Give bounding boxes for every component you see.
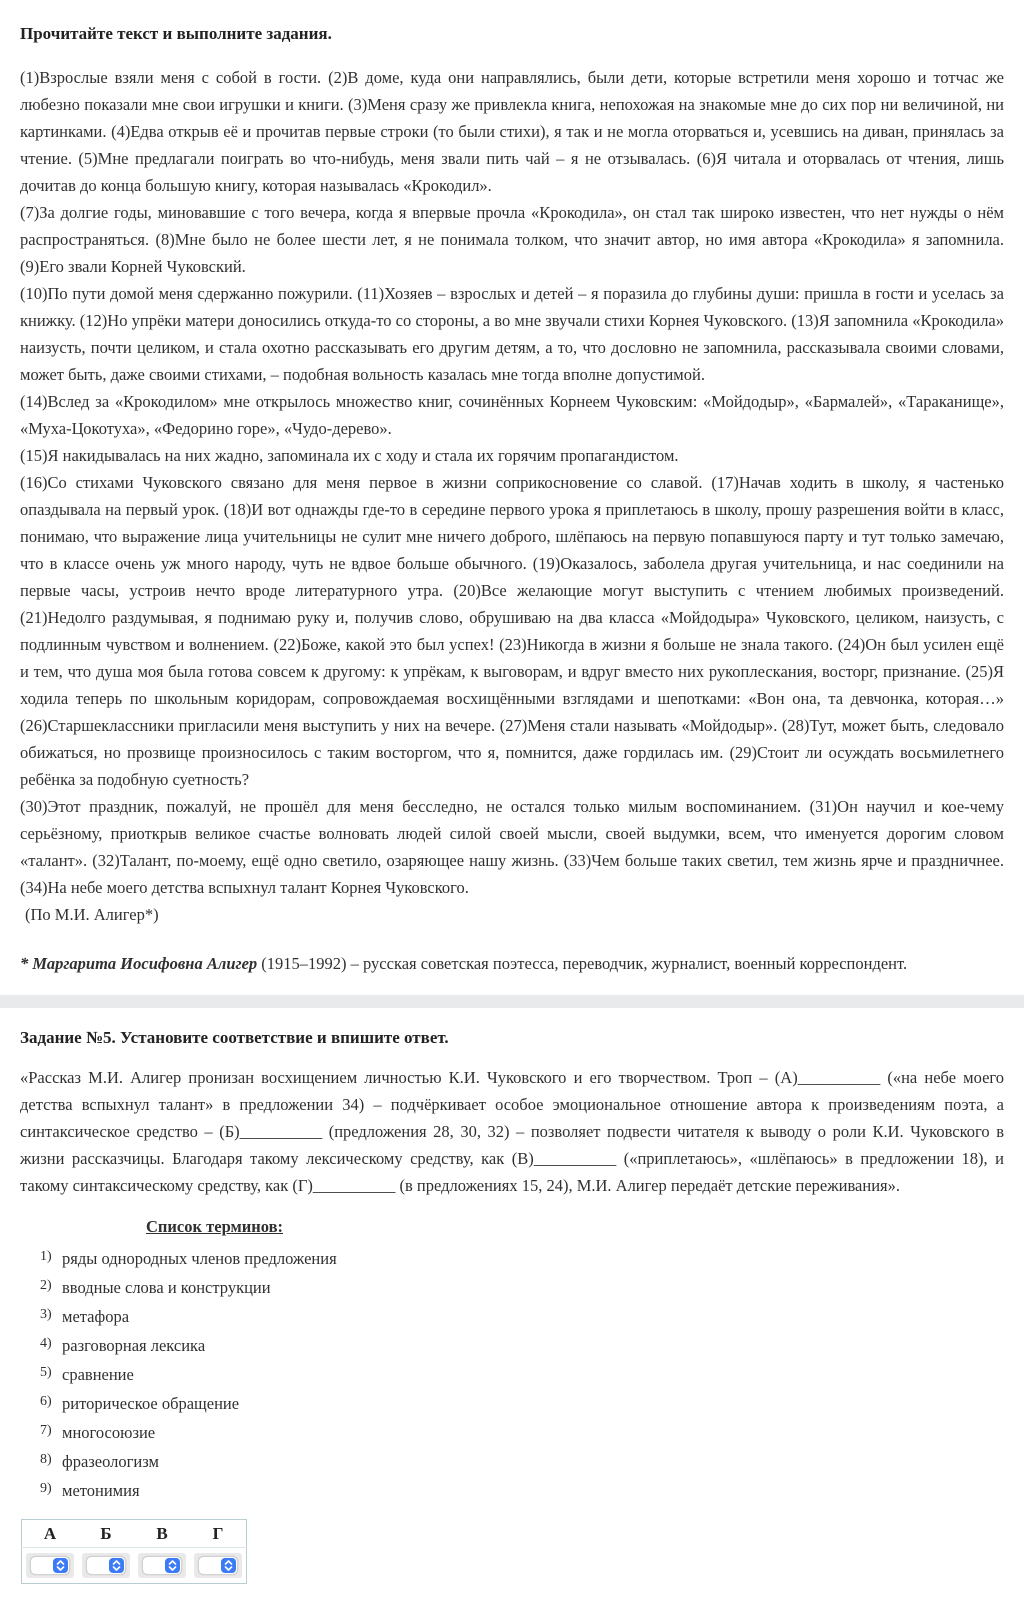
term-item xyxy=(40,1447,1004,1476)
term-item xyxy=(40,1273,1004,1302)
footnote-author-bio: (1915–1992) – русская советская поэтесса, переводчик, журналист, военный корреспондент. xyxy=(257,954,908,973)
term-number: 3) xyxy=(40,1307,52,1322)
answer-column-b: Б xyxy=(78,1520,134,1548)
term-number: 6) xyxy=(40,1394,52,1409)
term-label: ряды однородных членов предложения xyxy=(62,1249,337,1268)
author-footnote xyxy=(20,950,1004,977)
term-number: 7) xyxy=(40,1423,52,1438)
footnote-author-name: * Маргарита Иосифовна Алигер xyxy=(20,954,258,973)
answer-table-select-row xyxy=(22,1548,247,1584)
text-paragraph: (7)За долгие годы, миновавшие с того вечера, когда я впервые прочла «Крокодила», он стал так широко известен, что нет нужды о нём распространяться. (8)Мне было не более шести лет, я не понимала толком, что значит автор, но имя автора «Крокодила» я запомнила. (9)Его звали Корней Чуковский. xyxy=(20,203,1004,276)
term-label: многосоюзие xyxy=(62,1423,156,1442)
answer-select-a[interactable] xyxy=(30,1556,70,1575)
term-number: 2) xyxy=(40,1278,52,1293)
terms-list xyxy=(20,1244,1004,1505)
task-prompt: «Рассказ М.И. Алигер пронизан восхищением личностью К.И. Чуковского и его творчеством. Троп – (А)__________ («на небе моего детства вспыхнул талант» в предложении 34) – подчёркивает особое эмоциональное отношение автора к произведениям поэта, а синтаксическое средство – (Б)__________ (предложения 28, 30, 32) – позволяет подвести читателя к выводу о роли К.И. Чуковского в жизни рассказчицы. Благодаря такому лексическому средству, как (В)__________ («приплетаюсь», «шлёпаюсь» в предложении 18), и такому синтаксическому средству, как (Г)__________ (в предложениях 15, 24), М.И. Алигер передаёт детские переживания». xyxy=(20,1068,1004,1195)
task-title: Задание №5. Установите соответствие и впишите ответ. xyxy=(20,1028,449,1047)
term-label: сравнение xyxy=(62,1365,134,1384)
terms-list-title: Список терминов: xyxy=(146,1217,283,1236)
text-paragraph: (14)Вслед за «Крокодилом» мне открылось множество книг, сочинённых Корнеем Чуковским: «Мойдодыр», «Бармалей», «Тараканище», «Муха-Цокотуха», «Федорино горе», «Чудо-дерево». xyxy=(20,392,1004,438)
term-item xyxy=(40,1418,1004,1447)
text-paragraph: (15)Я накидывалась на них жадно, запоминала их с ходу и стала их горячим пропагандистом. xyxy=(20,446,679,465)
term-item xyxy=(40,1389,1004,1418)
answer-column-v: В xyxy=(134,1520,190,1548)
answer-column-g: Г xyxy=(190,1520,247,1548)
term-number: 8) xyxy=(40,1452,52,1467)
term-label: разговорная лексика xyxy=(62,1336,206,1355)
text-paragraph: (10)По пути домой меня сдержанно пожурили. (11)Хозяев – взрослых и детей – я поразила до глубины души: пришла в гости и уселась за книжку. (12)Но упрёки матери доносились откуда-то со стороны, а во мне звучали стихи Корнея Чуковского. (13)Я запомнила «Крокодила» наизусть, почти целиком, и стала охотно рассказывать его другим детям, а то, что дословно не запомнила, рассказывала своими словами, может быть, даже своими стихами, – подобная вольность казалась мне тогда вполне допустимой. xyxy=(20,284,1004,384)
term-number: 5) xyxy=(40,1365,52,1380)
text-paragraph: (1)Взрослые взяли меня с собой в гости. (2)В доме, куда они направлялись, были дети, которые встретили меня хорошо и тотчас же любезно показали мне свои игрушки и книги. (3)Меня сразу же привлекла книга, непохожая на знакомые мне до сих пор ни величиной, ни картинками. (4)Едва открыв её и прочитав первые строки (то были стихи), я так и не могла оторваться и, усевшись на диван, принялась за чтение. (5)Мне предлагали поиграть во что-нибудь, меня звали пить чай – я не отзывалась. (6)Я читала и оторвалась от чтения, лишь дочитав до конца большую книгу, которая называлась «Крокодил». xyxy=(20,68,1004,195)
term-label: метафора xyxy=(62,1307,130,1326)
author-byline: (По М.И. Алигер*) xyxy=(25,905,159,924)
instruction-title: Прочитайте текст и выполните задания. xyxy=(20,24,332,43)
answer-column-a: А xyxy=(22,1520,79,1548)
task-section xyxy=(20,1028,1004,1584)
select-stepper-icon xyxy=(165,1558,180,1573)
term-item xyxy=(40,1331,1004,1360)
answer-select-g[interactable] xyxy=(198,1556,238,1575)
reading-text xyxy=(20,64,1004,928)
term-item xyxy=(40,1244,1004,1273)
term-item xyxy=(40,1360,1004,1389)
answer-table-header-row xyxy=(22,1520,247,1548)
select-stepper-icon xyxy=(53,1558,68,1573)
answer-select-v[interactable] xyxy=(142,1556,182,1575)
term-label: фразеологизм xyxy=(62,1452,159,1471)
term-item xyxy=(40,1476,1004,1505)
text-paragraph: (30)Этот праздник, пожалуй, не прошёл для меня бесследно, не остался только милым воспоминанием. (31)Он научил и кое-чему серьёзному, приоткрыв великое счастье волновать людей силой своей мысли, своей выдумки, всем, что именуется дорогим словом «талант». (32)Талант, по-моему, ещё одно светило, озаряющее нашу жизнь. (33)Чем больше таких светил, тем жизнь ярче и праздничнее. (34)На небе моего детства вспыхнул талант Корнея Чуковского. xyxy=(20,797,1004,897)
answer-select-b[interactable] xyxy=(86,1556,126,1575)
term-item xyxy=(40,1302,1004,1331)
term-label: метонимия xyxy=(62,1481,140,1500)
term-number: 1) xyxy=(40,1249,52,1264)
select-stepper-icon xyxy=(109,1558,124,1573)
term-number: 4) xyxy=(40,1336,52,1351)
term-label: риторическое обращение xyxy=(62,1394,240,1413)
answer-table xyxy=(21,1519,247,1584)
text-paragraph: (16)Со стихами Чуковского связано для меня первое в жизни соприкосновение со славой. (17)Начав ходить в школу, я частенько опаздывала на первый урок. (18)И вот однажды где-то в середине первого урока я приплетаюсь в школу, прошу разрешения войти в класс, понимаю, что выражение лица учительницы не сулит мне ничего доброго, шлёпаюсь на первую попавшуюся парту и тут только замечаю, что в классе очень уж много народу, чуть не вдвое больше обычного. (19)Оказалось, заболела другая учительница, и нас соединили на первые часы, устроив нечто вроде литературного утра. (20)Все желающие могут выступить с чтением любимых произведений. (21)Недолго раздумывая, я поднимаю руку и, получив слово, обрушиваю на два класса «Мойдодыра» Чуковского, целиком, наизусть, с подлинным чувством и волнением. (22)Боже, какой это был успех! (23)Никогда в жизни я больше не знала такого. (24)Он был усилен ещё и тем, что душа моя была готова совсем к другому: к упрёкам, к выговорам, и вдруг вместо них рукоплескания, восторг, признание. (25)Я ходила теперь по школьным коридорам, сопровождаемая восхищёнными взглядами и шепотками: «Вон она, та девчонка, которая…» (26)Старшеклассники пригласили меня выступить у них на вечере. (27)Меня стали называть «Мойдодыр». (28)Тут, может быть, следовало обижаться, но прозвище произносилось с таким восторгом, что я, помнится, даже гордилась им. (29)Стоит ли осуждать восьмилетнего ребёнка за подобную суетность? xyxy=(20,473,1004,789)
section-divider xyxy=(0,995,1024,1008)
select-stepper-icon xyxy=(221,1558,236,1573)
term-label: вводные слова и конструкции xyxy=(62,1278,271,1297)
term-number: 9) xyxy=(40,1481,52,1496)
